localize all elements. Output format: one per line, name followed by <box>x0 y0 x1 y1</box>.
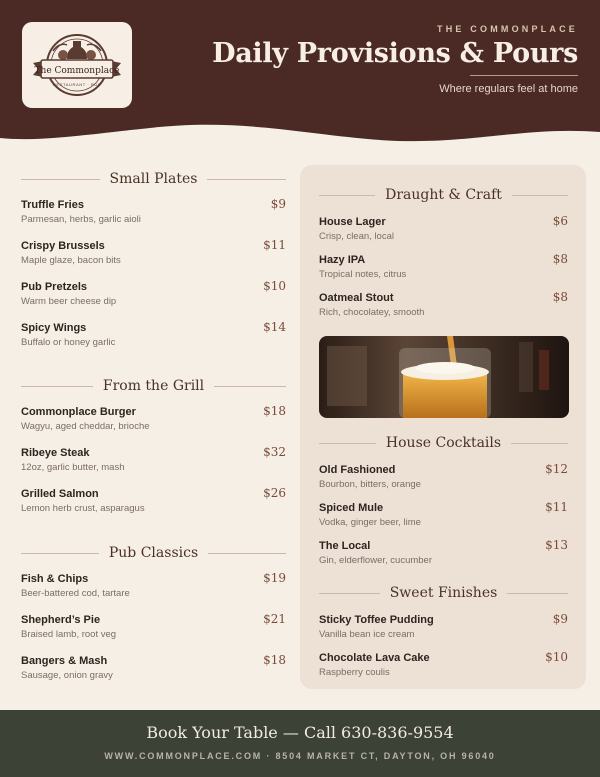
menu-item <box>21 281 286 322</box>
item-description: 12oz, garlic butter, mash <box>21 462 125 473</box>
item-name: Pub Pretzels <box>21 281 88 293</box>
item-price: $12 <box>545 462 568 476</box>
item-description: Vodka, ginger beer, lime <box>319 517 421 528</box>
heading-rule <box>21 179 100 180</box>
item-description: Parmesan, herbs, garlic aioli <box>21 214 141 225</box>
item-price: $19 <box>263 571 286 585</box>
booking-call-to-action[interactable]: Book Your Table — Call 630-836-9554 <box>146 723 454 742</box>
item-price: $32 <box>263 445 286 459</box>
item-price: $14 <box>263 320 286 334</box>
menu-item <box>21 488 286 529</box>
heading-rule <box>512 195 568 196</box>
header <box>0 0 600 150</box>
item-name: Spiced Mule <box>319 502 384 514</box>
item-price: $18 <box>263 404 286 418</box>
item-description: Crisp, clean, local <box>319 231 394 242</box>
item-name: Grilled Salmon <box>21 488 99 500</box>
item-price: $11 <box>263 238 286 252</box>
section-title: Draught & Craft <box>385 187 502 203</box>
item-description: Gin, elderflower, cucumber <box>319 555 432 566</box>
heading-rule <box>319 593 380 594</box>
item-price: $8 <box>552 252 568 266</box>
footer-address[interactable]: WWW.COMMONPLACE.COM · 8504 MARKET CT, DAYTON, OH 96040 <box>104 751 496 761</box>
heading-rule <box>214 386 286 387</box>
item-name: Ribeye Steak <box>21 447 90 459</box>
item-name: Spicy Wings <box>21 322 87 334</box>
item-name: Hazy IPA <box>319 254 366 266</box>
item-description: Wagyu, aged cheddar, brioche <box>21 421 150 432</box>
menu-item <box>319 254 568 292</box>
item-description: Vanilla bean ice cream <box>319 629 415 640</box>
section-heading <box>21 168 286 190</box>
item-description: Braised lamb, root veg <box>21 629 117 640</box>
item-name: Commonplace Burger <box>21 406 136 418</box>
section-house-cocktails <box>319 432 568 578</box>
item-description: Buffalo or honey garlic <box>21 337 116 348</box>
item-description: Bourbon, bitters, orange <box>319 479 421 490</box>
item-price: $26 <box>263 486 286 500</box>
item-name: House Lager <box>319 216 386 228</box>
section-heading <box>319 582 568 604</box>
item-name: Fish & Chips <box>21 573 89 585</box>
item-name: Truffle Fries <box>21 199 84 211</box>
menu-item <box>319 614 568 652</box>
section-title: House Cocktails <box>385 435 502 451</box>
item-price: $13 <box>545 538 568 552</box>
section-heading <box>319 432 568 454</box>
menu-item <box>319 540 568 578</box>
title-divider <box>470 75 578 76</box>
section-title: From the Grill <box>102 378 205 394</box>
heading-rule <box>21 553 99 554</box>
menu-item <box>319 464 568 502</box>
item-price: $10 <box>545 650 568 664</box>
section-pub-classics <box>21 542 286 698</box>
page-title: Daily Provisions & Pours <box>212 38 578 69</box>
drinks-desserts-panel <box>300 165 586 689</box>
item-name: The Local <box>319 540 371 552</box>
section-draught-craft <box>319 184 568 330</box>
item-price: $10 <box>263 279 286 293</box>
menu-item <box>21 614 286 655</box>
menu-item <box>21 573 286 614</box>
right-panel-content <box>319 184 568 690</box>
commonplace-logo <box>29 29 125 101</box>
heading-rule <box>319 195 375 196</box>
item-description: Warm beer cheese dip <box>21 296 117 307</box>
item-name: Shepherd’s Pie <box>21 614 101 626</box>
heading-rule <box>207 179 286 180</box>
item-name: Crispy Brussels <box>21 240 105 252</box>
menu-item <box>21 447 286 488</box>
item-price: $9 <box>552 612 568 626</box>
item-price: $21 <box>263 612 286 626</box>
item-name: Oatmeal Stout <box>319 292 394 304</box>
section-title: Sweet Finishes <box>389 585 498 601</box>
menu-item <box>21 655 286 696</box>
menu-item <box>319 502 568 540</box>
section-sweet-finishes <box>319 582 568 690</box>
item-description: Beer-battered cod, tartare <box>21 588 130 599</box>
section-title: Pub Classics <box>108 545 199 561</box>
logo-text: The Commonplace <box>34 66 120 76</box>
section-small-plates <box>21 168 286 364</box>
beer-pour-photo <box>319 336 569 418</box>
section-title: Small Plates <box>109 171 198 187</box>
section-from-the-grill <box>21 375 286 531</box>
item-price: $11 <box>545 500 568 514</box>
item-description: Rich, chocolatey, smooth <box>319 307 425 318</box>
heading-rule <box>511 443 568 444</box>
menu-item <box>319 652 568 690</box>
tagline: Where regulars feel at home <box>439 83 578 95</box>
heading-rule <box>507 593 568 594</box>
menu-item <box>21 199 286 240</box>
menu-item <box>21 406 286 447</box>
item-name: Old Fashioned <box>319 464 396 476</box>
item-description: Maple glaze, bacon bits <box>21 255 121 266</box>
logo-subtext: RESTAURANT · PUB <box>52 82 102 87</box>
menu-item <box>21 322 286 363</box>
left-menu-column <box>21 168 286 698</box>
heading-rule <box>208 553 286 554</box>
item-name: Chocolate Lava Cake <box>319 652 430 664</box>
item-description: Sausage, onion gravy <box>21 670 113 681</box>
menu-item <box>319 216 568 254</box>
item-price: $8 <box>552 290 568 304</box>
logo-card[interactable] <box>22 22 132 108</box>
section-heading <box>21 542 286 564</box>
item-price: $18 <box>263 653 286 667</box>
heading-rule <box>319 443 376 444</box>
item-name: Bangers & Mash <box>21 655 108 667</box>
brand-kicker: THE COMMONPLACE <box>437 24 578 34</box>
item-price: $9 <box>270 197 286 211</box>
item-name: Sticky Toffee Pudding <box>319 614 434 626</box>
item-description: Raspberry coulis <box>319 667 390 678</box>
section-heading <box>21 375 286 397</box>
item-description: Lemon herb crust, asparagus <box>21 503 145 514</box>
item-description: Tropical notes, citrus <box>319 269 407 280</box>
section-heading <box>319 184 568 206</box>
menu-item <box>319 292 568 330</box>
footer <box>0 710 600 777</box>
heading-rule <box>21 386 93 387</box>
menu-item <box>21 240 286 281</box>
item-price: $6 <box>552 214 568 228</box>
